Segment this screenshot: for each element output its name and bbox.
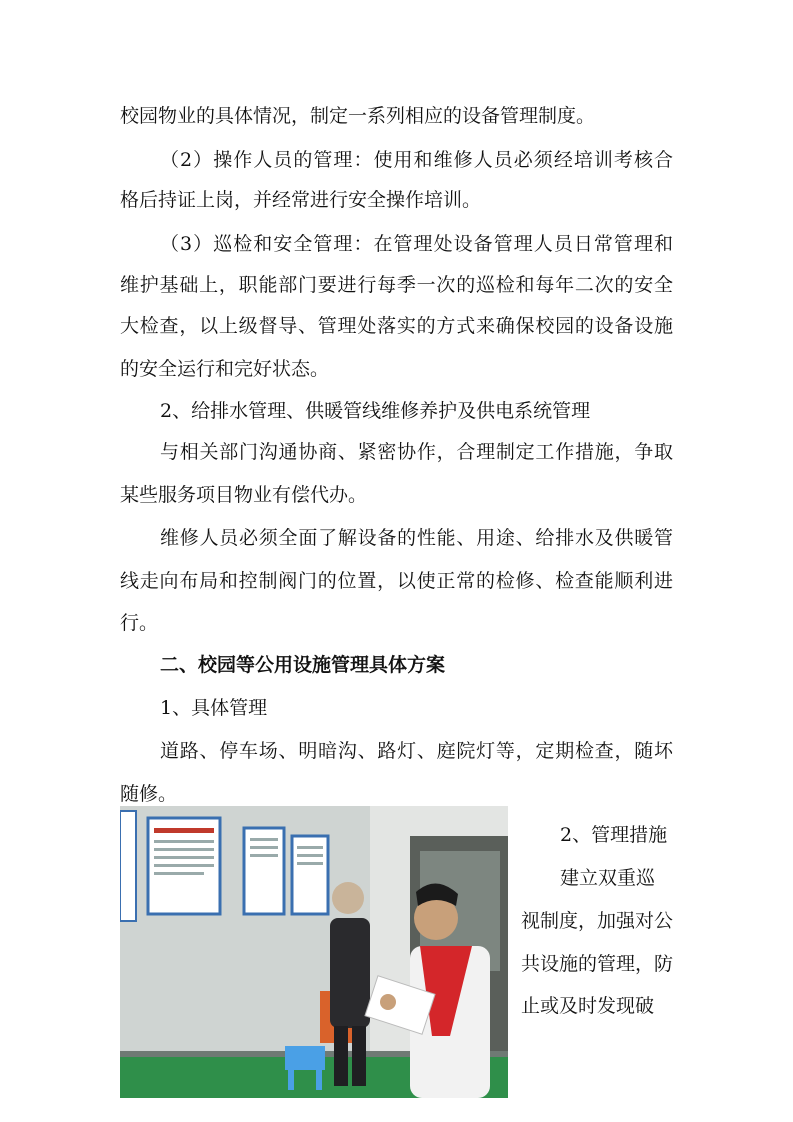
section-heading: 2、管理措施 [560,824,668,846]
inspection-photo [120,806,508,1098]
paragraph-line: 大检查，以上级督导、管理处落实的方式来确保校园的设备设施 [120,315,673,337]
chapter-heading: 二、校园等公用设施管理具体方案 [160,654,446,676]
paragraph-line: 校园物业的具体情况，制定一系列相应的设备管理制度。 [120,105,596,127]
paragraph-line: 视制度，加强对公 [521,910,674,932]
paragraph-line: 道路、停车场、明暗沟、路灯、庭院灯等，定期检查，随坏 [160,740,673,762]
paragraph-line: 某些服务项目物业有偿代办。 [120,484,368,506]
paragraph-line: 行。 [120,612,159,634]
paragraph-line: 与相关部门沟通协商、紧密协作，合理制定工作措施，争取 [160,441,673,463]
paragraph-line: 建立双重巡 [560,867,656,889]
paragraph-line: 随修。 [120,783,178,805]
paragraph-line: （2）操作人员的管理：使用和维修人员必须经培训考核合 [160,149,673,171]
paragraph-line: 格后持证上岗，并经常进行安全操作培训。 [120,189,482,211]
paragraph-line: 止或及时发现破 [521,995,655,1017]
section-heading: 1、具体管理 [160,697,268,719]
section-heading: 2、给排水管理、供暖管线维修养护及供电系统管理 [160,400,591,422]
paragraph-line: 共设施的管理，防 [521,953,674,975]
paragraph-line: 的安全运行和完好状态。 [120,358,330,380]
paragraph-line: 线走向布局和控制阀门的位置，以使正常的检修、检查能顺利进 [120,570,673,592]
paragraph-line: 维修人员必须全面了解设备的性能、用途、给排水及供暖管 [160,527,673,549]
paragraph-line: 维护基础上，职能部门要进行每季一次的巡检和每年二次的安全 [120,274,673,296]
paragraph-line: （3）巡检和安全管理：在管理处设备管理人员日常管理和 [160,233,673,255]
